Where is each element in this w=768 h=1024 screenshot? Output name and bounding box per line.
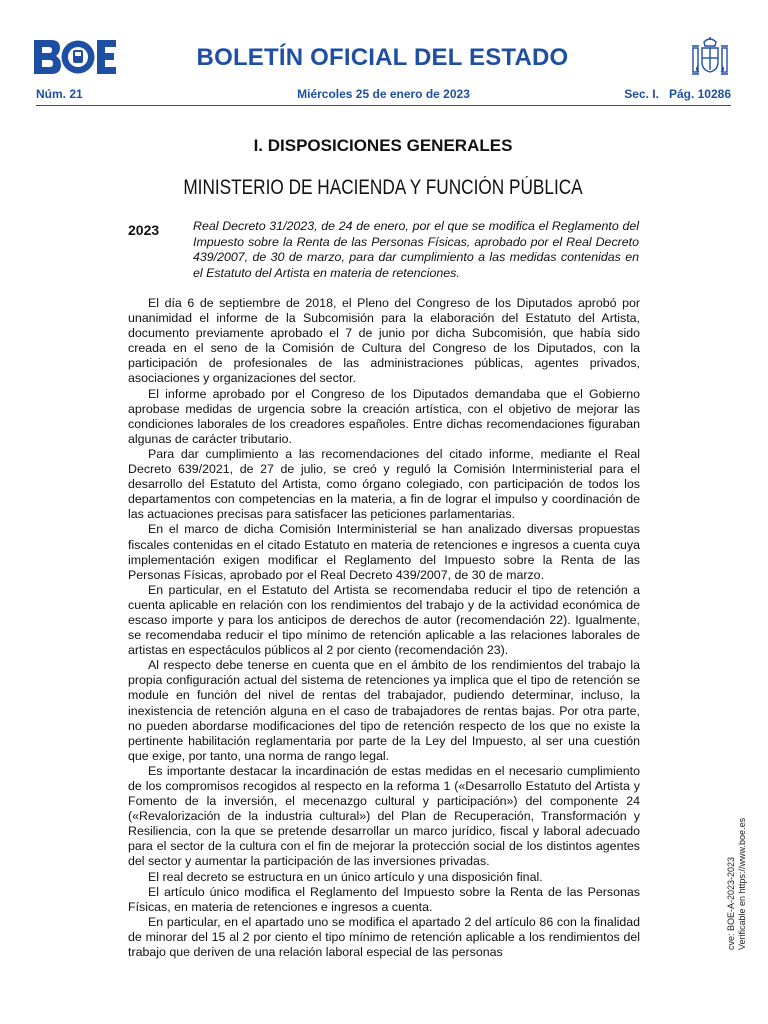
issue-number: Núm. 21 <box>36 87 83 101</box>
paragraph: En el marco de dicha Comisión Interministerial se han analizado diversas propuestas fiscales contenidas en el citado Estatuto en materia de retenciones e ingresos a cuenta cuya implementación exigen modificar el Reglamento del Impuesto sobre la Renta de las Personas Físicas, aprobado por el Real Decreto 439/2007, de 30 de marzo. <box>128 522 640 582</box>
paragraph: Para dar cumplimiento a las recomendaciones del citado informe, mediante el Real Decreto 639/2021, de 27 de julio, se creó y reguló la Comisión Interministerial para el desarrollo del Estatuto del Artista, como órgano colegiado, con participación de todos los departamentos con competencias en la materia, a fin de lograr el impulso y coordinación de las actuaciones precisas para satisfacer las peticiones parlamentarias. <box>128 446 640 522</box>
verification-side-note <box>726 818 748 950</box>
boe-logo <box>34 40 116 74</box>
paragraph: En particular, en el Estatuto del Artista se recomendaba reducir el tipo de retención a cuenta aplicable en relación con los rendimientos del trabajo y de la actividad económica de escaso importe y para los anticipos de derechos de autor (recomendación 22). Igualmente, se recomendaba reducir el tipo mínimo de retención aplicable a las relaciones laborales de artistas en espectáculos públicos al 2 por ciento (recomendación 23). <box>128 582 640 658</box>
paragraph: Es importante destacar la incardinación de estas medidas en el necesario cumplimiento de los compromisos recogidos al respecto en la reforma 1 («Desarrollo Estatuto del Artista y Fomento de la inversión, el mecenazgo cultural y participación») del componente 24 («Revalorización de la industria cultural») del Plan de Recuperación, Transformación y Resiliencia, con la que se pretende desarrollar un marco jurídico, fiscal y laboral adecuado para el sector de la cultura con el fin de mejorar la protección social de los distintos agentes del sector y aumentar la participación de las inversiones privadas. <box>128 763 640 869</box>
disposition-number: 2023 <box>128 222 160 238</box>
paragraph: Al respecto debe tenerse en cuenta que en el ámbito de los rendimientos del trabajo la propia configuración actual del sistema de retenciones ya implica que el tipo de retención se module en función del nivel de rentas del trabajador, pudiendo determinar, incluso, la inexistencia de retención alguna en el caso de trabajadores de rentas bajas. Por otra parte, no pueden abordarse modificaciones del tipo de retención respecto de los que no existe la pertinente habilitación reglamentaria por parte de la Ley del Impuesto, al ser una cuestión que exige, por tanto, una norma de rango legal. <box>128 658 640 763</box>
paragraph: El artículo único modifica el Reglamento del Impuesto sobre la Renta de las Personas Físicas, en materia de retenciones e ingresos a cuenta. <box>128 884 640 914</box>
spain-coat-of-arms-icon <box>690 36 730 80</box>
gazette-title: BOLETÍN OFICIAL DEL ESTADO <box>196 44 569 71</box>
header-meta-row <box>36 87 731 107</box>
header-divider <box>36 105 731 106</box>
disposition-title: Real Decreto 31/2023, de 24 de enero, por el que se modifica el Reglamento del Impuesto sobre la Renta de las Personas Físicas, aprobado por el Real Decreto 439/2007, de 30 de marzo, para dar cumplimiento a las medidas contenidas en el Estatuto del Artista en materia de retenciones. <box>193 219 639 280</box>
paragraph: El real decreto se estructura en un único artículo y una disposición final. <box>148 869 543 884</box>
ministry-heading: MINISTERIO DE HACIENDA Y FUNCIÓN PÚBLICA <box>183 176 583 199</box>
paragraph: El día 6 de septiembre de 2018, el Pleno del Congreso de los Diputados aprobó por unanimidad el informe de la Subcomisión para la elaboración del Estatuto del Artista, documento previamente aprobado el 7 de junio por dicha Subcomisión, que había sido creada en el seno de la Comisión de Cultura del Congreso de los Diputados, con la participación de profesionales de las administraciones públicas, agentes privados, asociaciones y organizaciones del sector. <box>128 296 640 386</box>
section-page: Sec. I. Pág. 10286 <box>624 87 731 101</box>
paragraph: El informe aprobado por el Congreso de los Diputados demandaba que el Gobierno aprobase medidas de urgencia sobre la creación artística, con el objetivo de mejorar las condiciones laborales de los creadores españoles. Entre dichas recomendaciones figuraban algunas de carácter tributario. <box>128 386 640 446</box>
paragraph: En particular, en el apartado uno se modifica el apartado 2 del artículo 86 con la finalidad de minorar del 15 al 2 por ciento el tipo mínimo de retención aplicable a los rendimientos del trabajo que deriven de una relación laboral especial de las personas <box>128 914 640 960</box>
verification-link[interactable]: Verificable en https://www.boe.es <box>737 817 747 950</box>
issue-date: Miércoles 25 de enero de 2023 <box>297 87 470 101</box>
section-title: I. DISPOSICIONES GENERALES <box>253 136 513 155</box>
cve-code: cve: BOE-A-2023-2023 <box>726 856 736 950</box>
document-body <box>128 296 640 960</box>
